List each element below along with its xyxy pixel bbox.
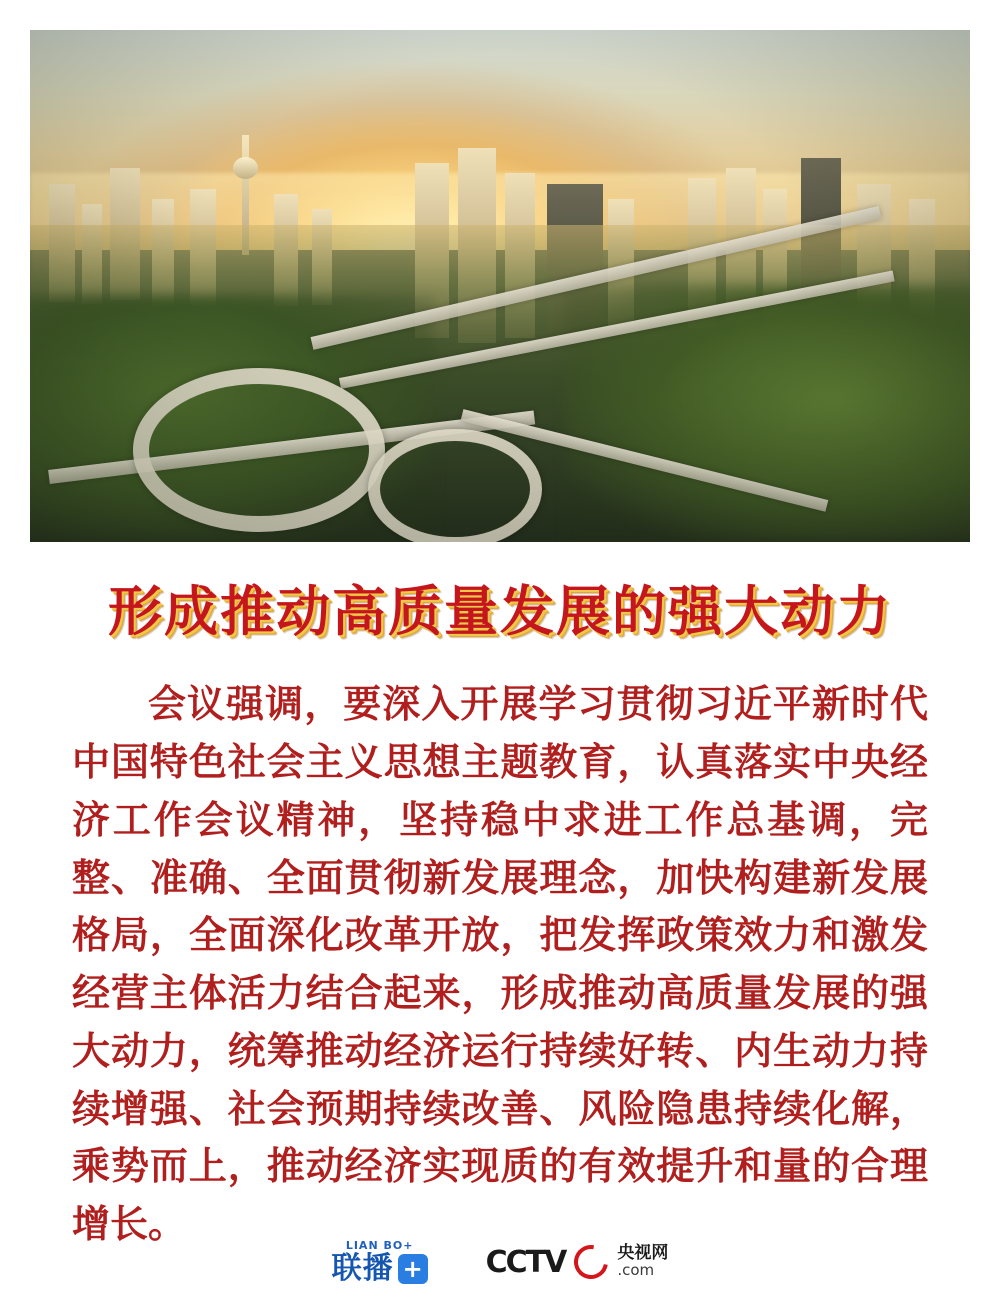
lianbo-logo[interactable]	[332, 1240, 428, 1284]
plus-icon: +	[398, 1254, 428, 1284]
image-vignette	[30, 30, 970, 542]
body-paragraph: 会议强调，要深入开展学习贯彻习近平新时代中国特色社会主义思想主题教育，认真落实中央经济工作会议精神，坚持稳中求进工作总基调，完整、准确、全面贯彻新发展理念，加快构建新发展格局，全面深化改革开放，把发挥政策效力和激发经营主体活力结合起来，形成推动高质量发展的强大动力，统筹推动经济运行持续好转、内生动力持续增强、社会预期持续改善、风险隐患持续化解，乘势而上，推动经济实现质的有效提升和量的合理增长。	[72, 681, 928, 1247]
footer-logos	[0, 1240, 1000, 1284]
cctv-logo[interactable]	[486, 1245, 669, 1280]
cctv-cn-block	[617, 1245, 668, 1279]
cctv-cn-text: 央视网	[617, 1243, 669, 1264]
lianbo-cn-text: 联播	[331, 1251, 394, 1286]
cctv-wordmark: CCTV	[485, 1244, 566, 1280]
lianbo-pinyin: LIAN BO+	[345, 1239, 414, 1252]
cctv-dotcom-text: .com	[617, 1261, 655, 1280]
page-title: 形成推动高质量发展的强大动力	[108, 579, 892, 643]
cctv-swirl-icon	[568, 1238, 615, 1285]
hero-image	[30, 30, 970, 542]
lianbo-wordmark	[331, 1251, 428, 1286]
